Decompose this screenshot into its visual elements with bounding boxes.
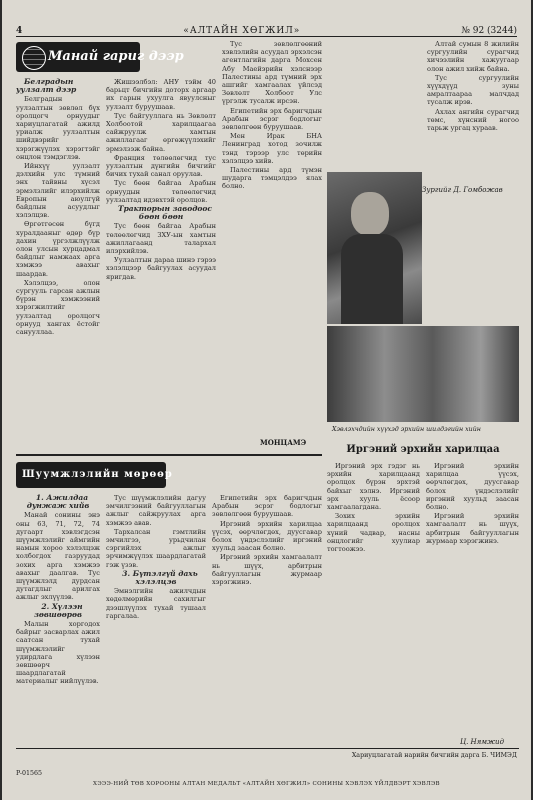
article-signature: Ц. Нямжид xyxy=(460,738,504,746)
paragraph: Белградын уулзалтын зөвлөл бүх оролцогч орнуудыг хариуцлагатай ажилд уриалж уулзалтын шийдвэрийг хэрэгжүүлэх хэрэгтэйг онцлон тэмдэглэв. xyxy=(16,95,100,161)
photo-caption: Хэвлэхчдийн хүүхэд эрхийн шилдэгийн хийн xyxy=(332,426,481,433)
intro-heading: Белградын уулзалт дээр xyxy=(16,78,77,95)
paragraph: Тус зөвлөлгөөний хэвлэлийн асуудал эрхэлсэн агентлагийн дарга Мохсен Абу Маейэрийн хэлснээр Палестины ард түмний эрх ашгийг хамгаалах үйлсэд Зөвлөлт Холбоот Улс үргэлж тусалж ирсэн. xyxy=(222,40,322,106)
section-heading: 2. Хүлээн зөвшөөрөв xyxy=(34,601,83,619)
paragraph: Иргэний эрхийн хамгаалалт нь шүүх, арбитрын байгууллагын журмаар хэрэгжинэ. xyxy=(426,512,519,545)
banner-title: Шуумжлэлийн мөрөөр xyxy=(22,469,173,480)
paragraph: Палестины ард түмэн шударга тэмцэлдээ ялах болно. xyxy=(222,166,322,191)
footer-motto: ХЭЭЭ-НИЙ ТӨВ ХОРООНЫ АЛТАН МЕДАЛЬТ «АЛТАЙН ХӨГЖИЛ» СОНИНЫ ХЭВЛЭХ ҮЙЛДВЭРТ ХЭВЛЭВ xyxy=(93,781,440,787)
paragraph: Өргөтгөсөн бүгд хуралдааныг өдөр бүр дахин үргэлжлүүлж олон улсын хурцадмал байдлыг намжаах арга хэмжээ авахыг шаардав. xyxy=(16,220,100,278)
group-photo xyxy=(327,326,519,422)
paragraph: Тус сургуулийн хүүхдүүд зуны амралтаараа малчдад тусалж ирэв. xyxy=(427,73,519,107)
article-signature: МОНЦАМЭ xyxy=(260,438,307,447)
child-body xyxy=(341,234,403,324)
paragraph: Египетийн эрх баригчдын Арабын эсрэг бодлогыг зөвлөлгөөн буруушаав. xyxy=(222,106,322,132)
section-heading: 1. Ажилдаа дунжаж хийв xyxy=(26,494,90,511)
print-code: P-01565 xyxy=(16,770,43,777)
bottom-middle-column xyxy=(106,494,206,744)
globe-icon xyxy=(22,46,46,70)
paragraph: Жишээлбэл: АНУ тэйм 40 барьцт бичгийн доторх аргаар их гарын ухуулга явуулсныг уулзалт буруушаав. xyxy=(106,78,216,111)
paragraph: Ийнхүү уулзалт дэлхийн улс түмний энх тайвны хүсэл эрмэлзлийг илэрхийлж Европын аюулгүй байдлын асуудлыг хэлэлцэв. xyxy=(16,162,100,220)
banner-title: Манай гариг дээр xyxy=(48,49,184,64)
paragraph: Уулзалтын дараа шинэ гэрээ хэлэлцээр байгуулах асуудал яригдав. xyxy=(106,256,216,281)
paragraph: Иргэний эрхийн харилцаа үүсэх, өөрчлөгдөх, дуусгавар болох үндэслэлийг иргэний хуульд заасан болно. xyxy=(426,462,519,512)
paragraph: Манай сонины энэ оны 63, 71, 72, 74 дугаарт хэвлэгдсэн шүүмжлэлийг аймгийн намын хороо хэлэлцэж холбогдох газруудад зохих арга хэмжээ авахыг даалгав. Тус шүүмжлэлд дурдсан дутагдлыг арилгах ажлыг эхлүүлэв. xyxy=(16,511,100,602)
sub-heading: 3. Бүтэлгүй дахь хэлэлцэв xyxy=(122,568,198,587)
photo-credit: Зургийг Д. Гомбожав xyxy=(422,186,503,194)
top-left-column xyxy=(16,78,100,468)
paragraph: Тус бөөн байгаа Арабын орнуудын төлөөлөгчид уулзалтад идэвхтэй оролцов. xyxy=(106,179,216,204)
paragraph: Тус байгууллага нь Зөвлөлт Холбоотой харилцаагаа сайжруулж хамтын ажиллагааг өргөжүүлэхийг эрмэлзэж байна. xyxy=(106,111,216,153)
paragraph: Мен Ирак БНА Ленинград хотод зочилж тэнд тэрээр улс төрийн хэлэлцээ хийв. xyxy=(222,132,322,165)
paragraph: Тархалсан гэмтлийн эмчилгээ, урьдчилан сэргийлэх ажлыг эрчимжүүлэх шаардлагатай гэж үзэв. xyxy=(106,527,206,569)
article-title: Иргэний эрхийн харилцаа xyxy=(346,444,500,455)
criticism-banner xyxy=(16,462,173,488)
paragraph: Зохих эрхийн харилцаанд оролцох хүний чадвар, насны онцлогийг хуулиар тогтоожээ. xyxy=(327,512,420,554)
world-news-banner xyxy=(16,42,184,72)
newspaper-name: «АЛТАЙН ХӨГЖИЛ» xyxy=(183,26,301,36)
paragraph: Хэлэлцээ, олон сургууль гарсан ажлын бүрэн хэмжээний хэрэгжилтийг уулзалтад оролцогч орнууд хангах ёстойг санууллаа. xyxy=(16,278,100,337)
section-divider xyxy=(16,454,322,456)
paragraph: Иргэний эрхийн хамгаалалт нь шүүх, арбитрын байгууллагын журмаар хэрэгжинэ. xyxy=(212,553,322,587)
page-header xyxy=(16,22,517,37)
paragraph: Тус шүүмжлэлийн дагуу эмчилгээний байгууллагын ажлыг сайжруулах арга хэмжээ авав. xyxy=(106,494,206,527)
bottom-right-column xyxy=(327,462,519,732)
paragraph: Франция төлөөлөгчид тус уулзалтын дүнгийн бичгийг бичих тухай санал оруулав. xyxy=(106,153,216,179)
footer-rule xyxy=(16,748,519,749)
paragraph: Иргэний эрхийн харилцаа үүсэх, өөрчлөгдөх, дуусгавар болох үндэслэлийг иргэний хуульд заасан болно. xyxy=(212,519,322,553)
sub-heading: Тракторын заводоос бөөн бөөн xyxy=(117,204,212,222)
paragraph: Тус бөөн байгаа Арабын төлөөлөгчид ЗХУ-ын хамтын ажиллагаанд талархал илэрхийлэв. xyxy=(106,222,216,256)
issue-number: № 92 (3244) xyxy=(461,26,517,36)
paragraph: Алтай сумын 8 жилийн сургуулийн сурагчид хичээлийн хажуугаар олон ажил хийж байна. xyxy=(427,40,519,73)
child-face xyxy=(351,192,389,236)
top-right-column xyxy=(222,40,322,450)
top-middle-column xyxy=(106,78,216,448)
children-photo xyxy=(327,172,422,324)
page-number: 4 xyxy=(16,26,23,36)
paragraph: Ахлах ангийн сурагчид төмс, хүнсний ногоо тарьж ургац хураав. xyxy=(427,107,519,133)
paragraph: Эмнэлгийн ажилчдын хөдөлмөрийн сахилгыг дээшлүүлэх тухай тушаал гаргалаа. xyxy=(106,587,206,620)
newspaper-page xyxy=(2,0,531,800)
paragraph: Малын хоргодох байрыг засварлах ажил саатсан тухай шүүмжлэлийг удирдлага хүлээн зөвшөөрч шаардлагатай материалыг нийлүүлэв. xyxy=(16,620,100,686)
bottom-left-column xyxy=(16,494,100,744)
editor-credit: Хариуцлагатай нарийн бичгийн дарга Б. ЧИМЭД xyxy=(351,752,517,759)
paragraph: Египетийн эрх баригчдын Арабын эсрэг бодлогыг зөвлөлгөөн буруушаав. xyxy=(212,494,322,519)
paragraph: Иргэний эрх гэдэг нь эрхийн харилцаанд оролцох бүрэн эрхтэй байхыг хэлнэ. Иргэний эрх хууль ёсоор хамгаалагдана. xyxy=(327,462,420,512)
top-far-right-column xyxy=(427,40,519,180)
bottom-center-column xyxy=(212,494,322,744)
